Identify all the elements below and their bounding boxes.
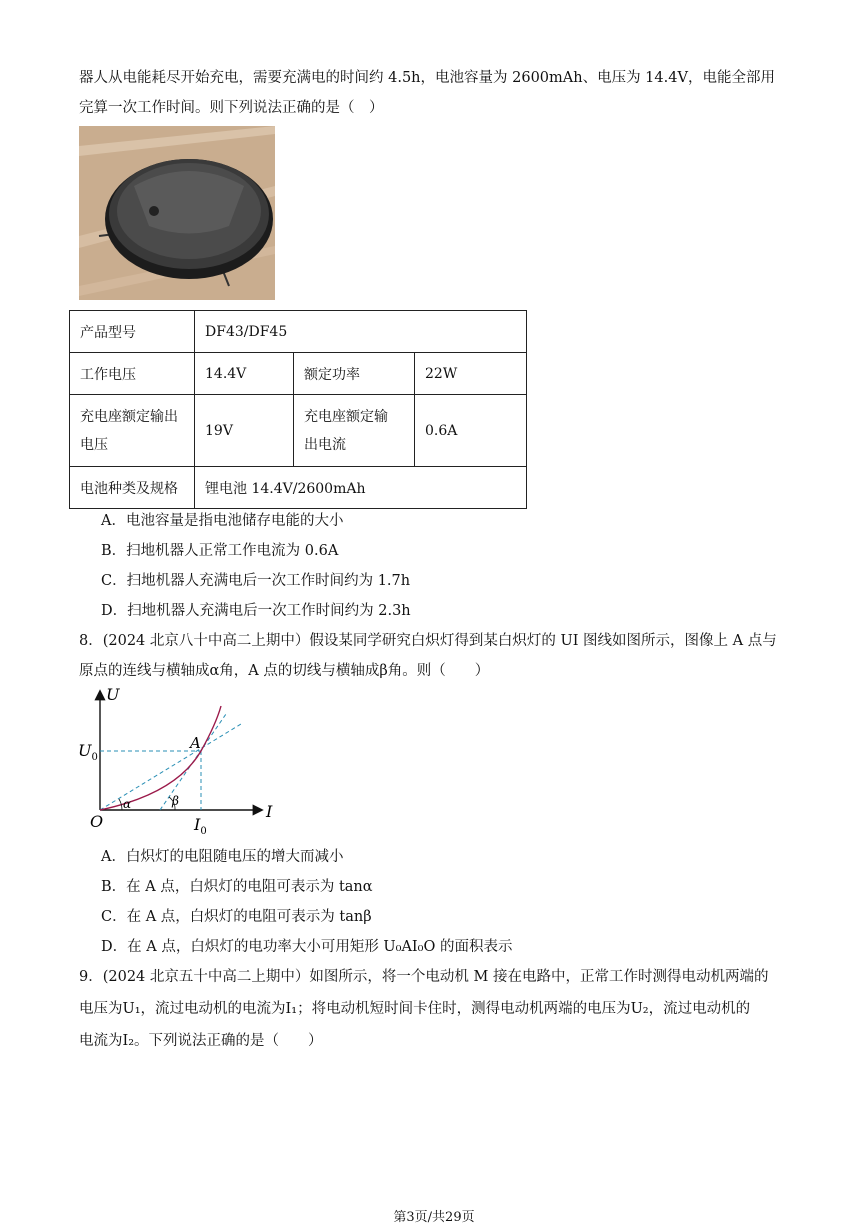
- spec-value-voltage: 14.4V: [195, 353, 294, 395]
- i0-main: I: [194, 815, 201, 834]
- spec-label-battery: 电池种类及规格: [70, 467, 195, 509]
- i0-sub: 0: [200, 826, 207, 837]
- q8-option-c: C．在 A 点，白炽灯的电阻可表示为 tanβ: [101, 909, 372, 925]
- q8-line-1: 8．(2024 北京八十中高二上期中）假设某同学研究白炽灯得到某白炽灯的 UI 图线如图所示，图像上 A 点与: [79, 633, 777, 649]
- point-a-label: A: [190, 734, 201, 752]
- spec-value-dock-current: 0.6A: [415, 395, 527, 467]
- u0-sub: 0: [91, 752, 98, 763]
- spec-label-power: 额定功率: [294, 353, 415, 395]
- q7-option-d: D．扫地机器人充满电后一次工作时间约为 2.3h: [101, 603, 411, 619]
- q7-option-a: A．电池容量是指电池储存电能的大小: [101, 513, 344, 529]
- spec-label-dock-current-a: 充电座额定输: [304, 408, 388, 425]
- intro-line-2: 完算一次工作时间。则下列说法正确的是（ ）: [79, 100, 384, 116]
- spec-table: [69, 310, 527, 509]
- spec-value-battery: 锂电池 14.4V/2600mAh: [195, 467, 527, 509]
- q8-option-a: A．白炽灯的电阻随电压的增大而减小: [101, 849, 344, 865]
- q8-option-d: D．在 A 点，白炽灯的电功率大小可用矩形 U₀AI₀O 的面积表示: [101, 939, 513, 955]
- ui-graph: [76, 684, 286, 839]
- q8-option-b: B．在 A 点，白炽灯的电阻可表示为 tanα: [101, 879, 373, 895]
- q9-line-3: 电流为I₂。下列说法正确的是（ ）: [79, 1033, 323, 1049]
- spec-value-power: 22W: [415, 353, 527, 395]
- q7-option-c: C．扫地机器人充满电后一次工作时间约为 1.7h: [101, 573, 411, 589]
- spec-label-dock-voltage: [70, 395, 195, 467]
- spec-label-dock-voltage-a: 充电座额定输出: [80, 408, 178, 425]
- y-axis-label: U: [106, 685, 120, 704]
- spec-value-dock-voltage: 19V: [195, 395, 294, 467]
- q8-line-2: 原点的连线与横轴成α角，A 点的切线与横轴成β角。则（ ）: [79, 663, 490, 679]
- spec-label-dock-voltage-b: 电压: [80, 436, 108, 453]
- alpha-label: α: [123, 797, 132, 811]
- ui-curve: [100, 706, 221, 810]
- page-footer: 第3页/共29页: [393, 1210, 475, 1225]
- q9-line-1: 9．(2024 北京五十中高二上期中）如图所示，将一个电动机 M 接在电路中，正常工作时测得电动机两端的: [79, 969, 769, 985]
- origin-label: O: [90, 812, 104, 831]
- u0-main: U: [78, 741, 92, 760]
- q7-option-b: B．扫地机器人正常工作电流为 0.6A: [101, 543, 339, 559]
- chord-oa: [100, 724, 241, 810]
- robot-vacuum-photo: [79, 126, 275, 300]
- i0-label: [193, 815, 207, 837]
- x-axis-label: I: [266, 802, 273, 821]
- spec-label-dock-current: [294, 395, 415, 467]
- spec-label-voltage: 工作电压: [70, 353, 195, 395]
- spec-label-model: 产品型号: [70, 311, 195, 353]
- spec-value-model: DF43/DF45: [195, 311, 527, 353]
- beta-label: β: [172, 794, 179, 808]
- q9-line-2: 电压为U₁，流过电动机的电流为I₁；将电动机短时间卡住时，测得电动机两端的电压为U₂，流过电动机的: [79, 1001, 751, 1017]
- spec-label-dock-current-b: 出电流: [304, 436, 346, 453]
- u0-label: [78, 741, 98, 763]
- intro-line-1: 器人从电能耗尽开始充电，需要充满电的时间约 4.5h，电池容量为 2600mAh、电压为 14.4V，电能全部用: [79, 70, 775, 86]
